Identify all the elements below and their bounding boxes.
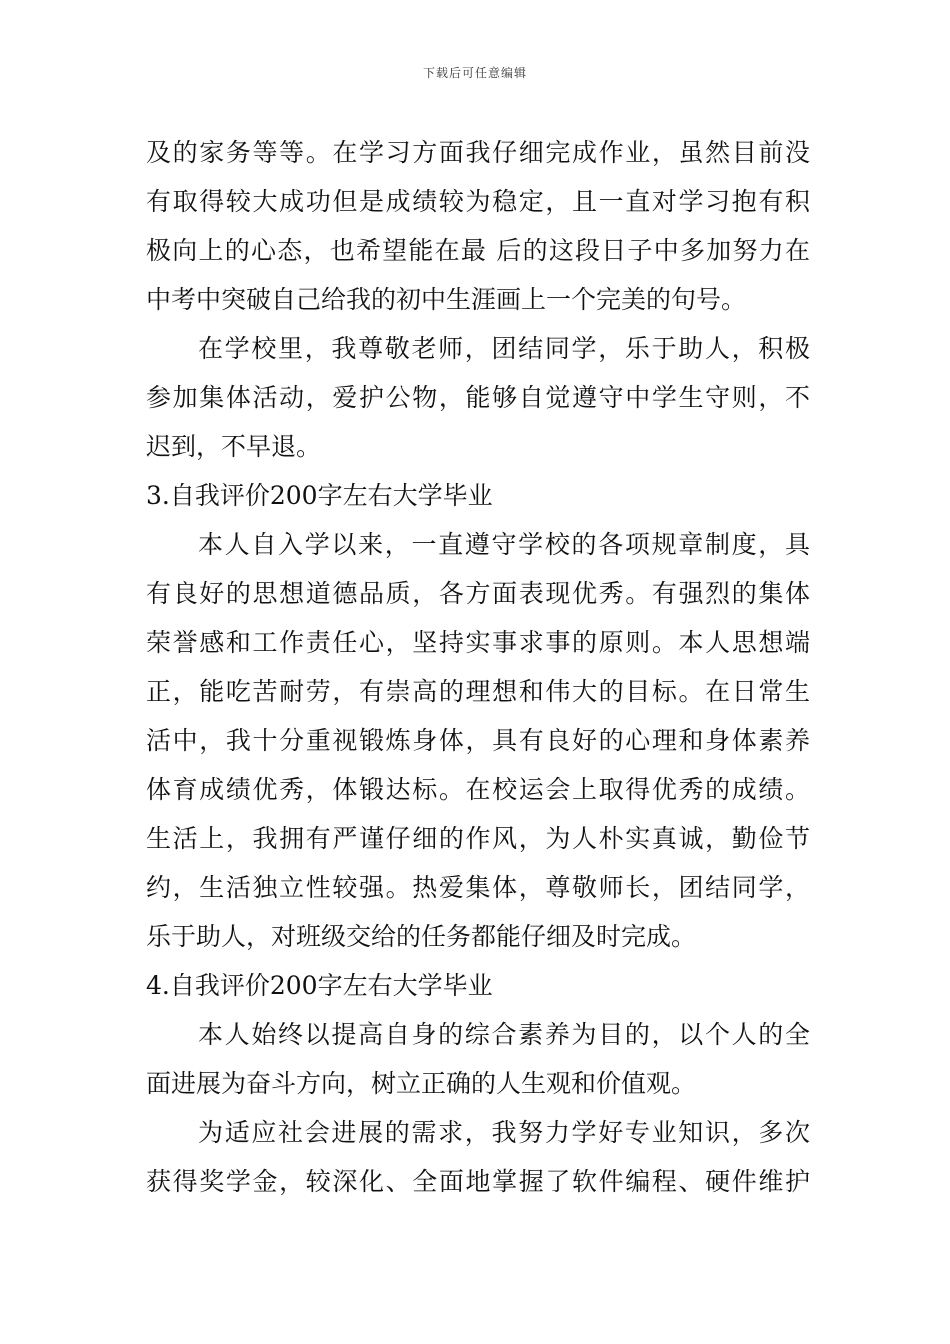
section-heading: 4.自我评价200字左右大学毕业: [146, 971, 493, 1000]
document-body: [146, 128, 810, 1206]
text-line: 有取得较大成功但是成绩较为稳定，且一直对学习抱有积: [146, 187, 810, 216]
text-line: 正，能吃苦耐劳，有崇高的理想和伟大的目标。在日常生: [146, 677, 810, 706]
text-line: 参加集体活动，爱护公物，能够自觉遵守中学生守则，不: [146, 383, 810, 412]
text-line: 及的家务等等。在学习方面我仔细完成作业，虽然目前没: [146, 138, 810, 167]
text-line: 中考中突破自己给我的初中生涯画上一个完美的句号。: [146, 285, 747, 314]
text-line: 为适应社会进展的需求，我努力学好专业知识，多次: [198, 1118, 810, 1147]
text-line: 本人始终以提高自身的综合素养为目的，以个人的全: [198, 1020, 810, 1049]
text-line: 本人自入学以来，一直遵守学校的各项规章制度，具: [198, 530, 810, 559]
text-line: 荣誉感和工作责任心，坚持实事求事的原则。本人思想端: [146, 628, 810, 657]
text-line: 乐于助人，对班级交给的任务都能仔细及时完成。: [146, 922, 697, 951]
text-line: 生活上，我拥有严谨仔细的作风，为人朴实真诚，勤俭节: [146, 824, 810, 853]
text-line: 活中，我十分重视锻炼身体，具有良好的心理和身体素养: [146, 726, 810, 755]
text-line: 体育成绩优秀，体锻达标。在校运会上取得优秀的成绩。: [146, 775, 810, 804]
text-line: 获得奖学金，较深化、全面地掌握了软件编程、硬件维护: [146, 1167, 810, 1196]
text-line: 约，生活独立性较强。热爱集体，尊敬师长，团结同学，: [146, 873, 810, 902]
text-line: 极向上的心态，也希望能在最 后的这段日子中多加努力在: [146, 236, 810, 265]
text-line: 有良好的思想道德品质，各方面表现优秀。有强烈的集体: [146, 579, 810, 608]
text-line: 在学校里，我尊敬老师，团结同学，乐于助人，积极: [198, 334, 810, 363]
text-line: 面进展为奋斗方向，树立正确的人生观和价值观。: [146, 1069, 697, 1098]
text-line: 迟到，不早退。: [146, 432, 322, 461]
page-header: 下载后可任意编辑: [422, 66, 527, 80]
section-heading: 3.自我评价200字左右大学毕业: [146, 481, 493, 510]
